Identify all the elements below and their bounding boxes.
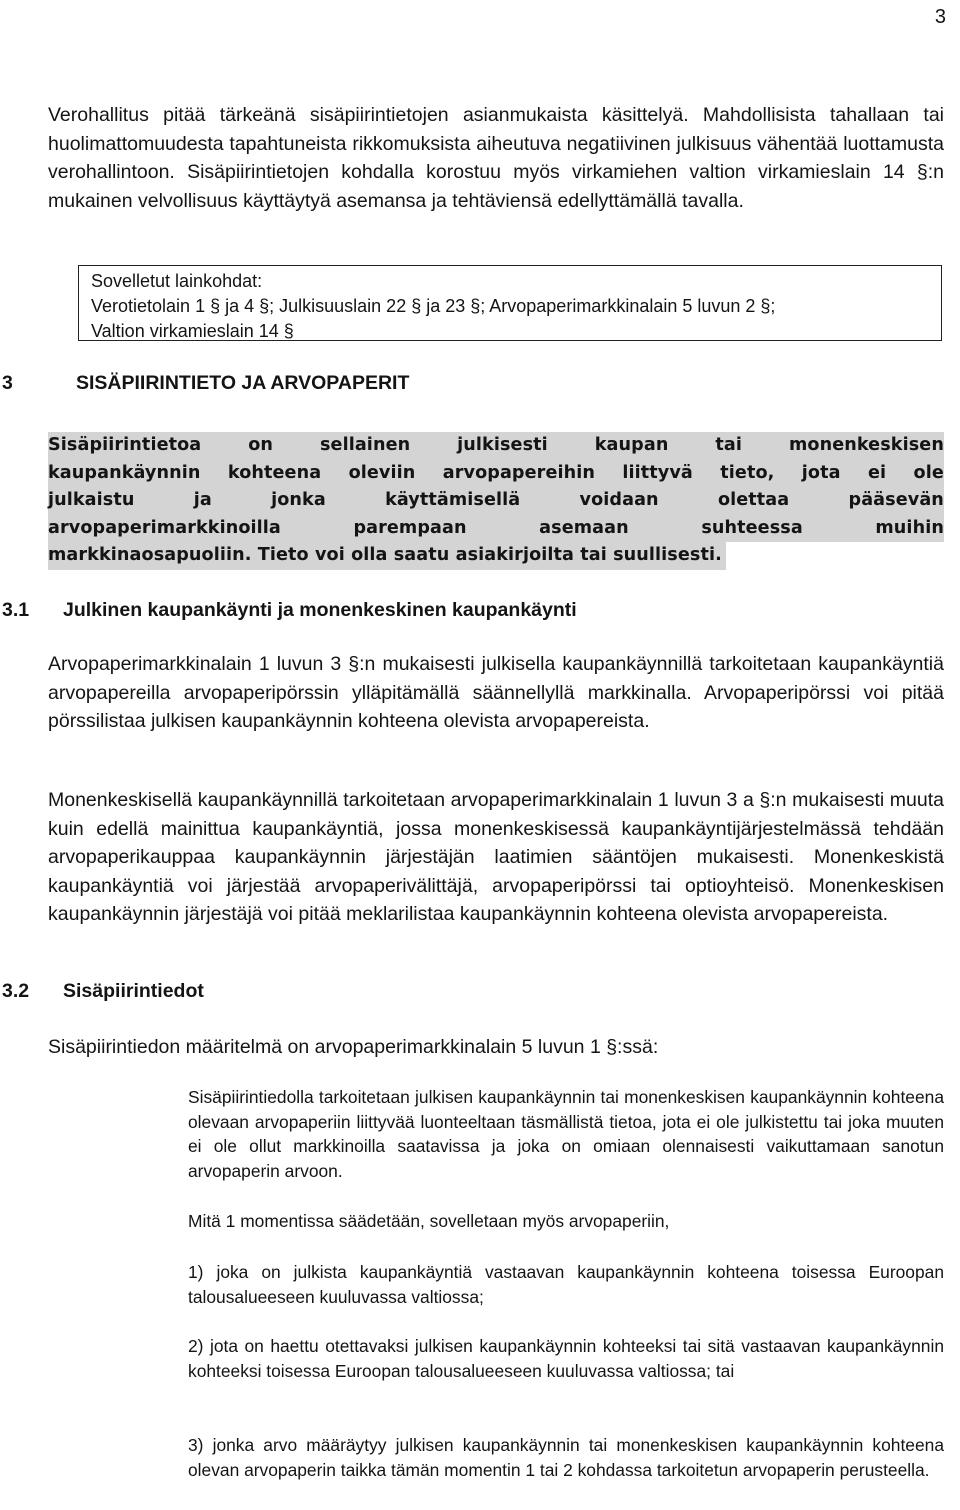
highlight-word: parempaan xyxy=(353,517,467,538)
highlight-word: julkisesti xyxy=(457,435,548,455)
highlight-line-1 xyxy=(48,432,944,460)
highlight-word: on xyxy=(248,435,274,455)
highlight-word: jota xyxy=(801,462,841,483)
quote-definition: Sisäpiirintiedolla tarkoitetaan julkisen kaupankäynnin tai monenkeskisen kaupankäynnin kohteena olevaan arvopaperiin liittyvää luonteeltaan täsmällistä tietoa, jota ei ole julkistettu tai joka muuten ei ole ollut markkinoilla saatavissa ja joka on omiaan olennaisesti vaikuttamaan sanotun arvopaperin arvoon. xyxy=(188,1087,944,1181)
highlight-word: kaupan xyxy=(594,435,669,455)
insider-definition-highlight xyxy=(48,432,944,570)
section-3-1-title: Julkinen kaupankäynti ja monenkeskinen kaupankäynti xyxy=(63,599,577,621)
highlight-word: liittyvä xyxy=(622,462,693,483)
highlight-line-4 xyxy=(48,515,944,543)
highlight-word: muihin xyxy=(875,517,944,538)
highlight-line-2 xyxy=(48,460,944,488)
section-3-1-paragraph-1: Arvopaperimarkkinalain 1 luvun 3 §:n mukaisesti julkisella kaupankäynnillä tarkoitetaan kaupankäyntiä arvopapereilla arvopaperipörssin ylläpitämällä säännellyllä markkinalla. Arvopaperipörssi voi pitää pörssilistaa julkisen kaupankäynnin kohteena olevista arvopapereista. xyxy=(48,653,944,733)
quote-item-2: 2) jota on haettu otettavaksi julkisen kaupankäynnin kohteeksi tai sitä vastaavan kaupankäynnin kohteeksi toisessa Euroopan talousalueeseen kuuluvassa valtiossa; tai xyxy=(188,1336,944,1381)
quote-item-1: 1) joka on julkista kaupankäyntiä vastaavan kaupankäynnin kohteena toisessa Euroopan talousalueeseen kuuluvassa valtiossa; xyxy=(188,1262,944,1307)
applied-laws-box xyxy=(78,265,942,341)
law-box-line-2: Valtion virkamieslain 14 § xyxy=(91,321,294,341)
highlight-word: julkaistu xyxy=(48,490,135,511)
intro-paragraph: Verohallitus pitää tärkeänä sisäpiirintietojen asianmukaista käsittelyä. Mahdollisista tahallaan tai huolimattomuudesta tapahtuneista rikkomuksista aiheutuva negatiivinen julkisuus vähentää luottamusta verohallintoon. Sisäpiirintietojen kohdalla korostuu myös virkamiehen valtion virkamieslain 14 §:n mukainen velvollisuus käyttäytyä asemansa ja tehtäviensä edellyttämällä tavalla. xyxy=(48,104,944,212)
law-box-title: Sovelletut lainkohdat: xyxy=(91,271,263,291)
highlight-word: käyttämisellä xyxy=(385,490,521,511)
highlight-word: ei xyxy=(867,462,887,483)
highlight-word: tieto, xyxy=(720,462,775,483)
quote-moment-2: Mitä 1 momentissa säädetään, sovelletaan myös arvopaperiin, xyxy=(188,1211,670,1231)
highlight-word: monenkeskisen xyxy=(788,435,944,455)
highlight-word: oleviin xyxy=(348,462,416,483)
section-3-title: SISÄPIIRINTIETO JA ARVOPAPERIT xyxy=(76,372,410,394)
highlight-word: arvopaperimarkkinoilla xyxy=(48,517,281,538)
highlight-word: kohteena xyxy=(227,462,322,483)
section-3-2-intro: Sisäpiirintiedon määritelmä on arvopaperimarkkinalain 5 luvun 1 §:ssä: xyxy=(48,1036,659,1058)
highlight-line-3 xyxy=(48,487,944,515)
law-box-line-1: Verotietolain 1 § ja 4 §; Julkisuuslain 22 § ja 23 §; Arvopaperimarkkinalain 5 luvun 2 §; xyxy=(91,296,776,316)
highlight-word: voidaan xyxy=(579,490,659,511)
highlight-word: jonka xyxy=(271,490,326,511)
highlight-word: kaupankäynnin xyxy=(48,462,201,483)
section-3-2-title: Sisäpiirintiedot xyxy=(63,980,204,1002)
highlight-word: olettaa xyxy=(717,490,790,511)
page-number: 3 xyxy=(934,6,946,28)
highlight-word: arvopapereihin xyxy=(442,462,595,483)
highlight-word: tai xyxy=(715,435,743,455)
quote-item-3: 3) jonka arvo määräytyy julkisen kaupankäynnin tai monenkeskisen kaupankäynnin kohteena olevan arvopaperin taikka tämän momentin 1 tai 2 kohdassa tarkoitetun arvopaperin perusteella. xyxy=(188,1435,944,1480)
highlight-word: asemaan xyxy=(539,517,629,538)
highlight-word: pääsevän xyxy=(848,490,944,511)
highlight-word: ja xyxy=(193,490,212,511)
highlight-word: sellainen xyxy=(319,435,411,455)
section-3-number: 3 xyxy=(2,372,13,394)
section-3-1-paragraph-2: Monenkeskisellä kaupankäynnillä tarkoitetaan arvopaperimarkkinalain 1 luvun 3 a §:n mukaisesti muuta kuin edellä mainittua kaupankäyntiä, jossa monenkeskisessä kaupankäyntijärjestelmässä tehdään arvopaperikauppaa kaupankäynnin järjestäjän laatimien sääntöjen mukaisesti. Monenkeskistä kaupankäyntiä voi järjestää arvopaperivälittäjä, arvopaperipörssi tai optioyhteisö. Monenkeskisen kaupankäynnin järjestäjä voi pitää meklarilistaa kaupankäynnin kohteena olevista arvopapereista. xyxy=(48,789,944,926)
highlight-word: ole xyxy=(913,462,944,483)
highlight-word: Sisäpiirintietoa xyxy=(48,435,202,455)
highlight-word: suhteessa xyxy=(701,517,803,538)
section-3-1-number: 3.1 xyxy=(2,599,30,621)
section-3-2-number: 3.2 xyxy=(2,980,30,1002)
highlight-line-5: markkinaosapuoliin. Tieto voi olla saatu asiakirjoilta tai suullisesti. xyxy=(48,542,726,570)
